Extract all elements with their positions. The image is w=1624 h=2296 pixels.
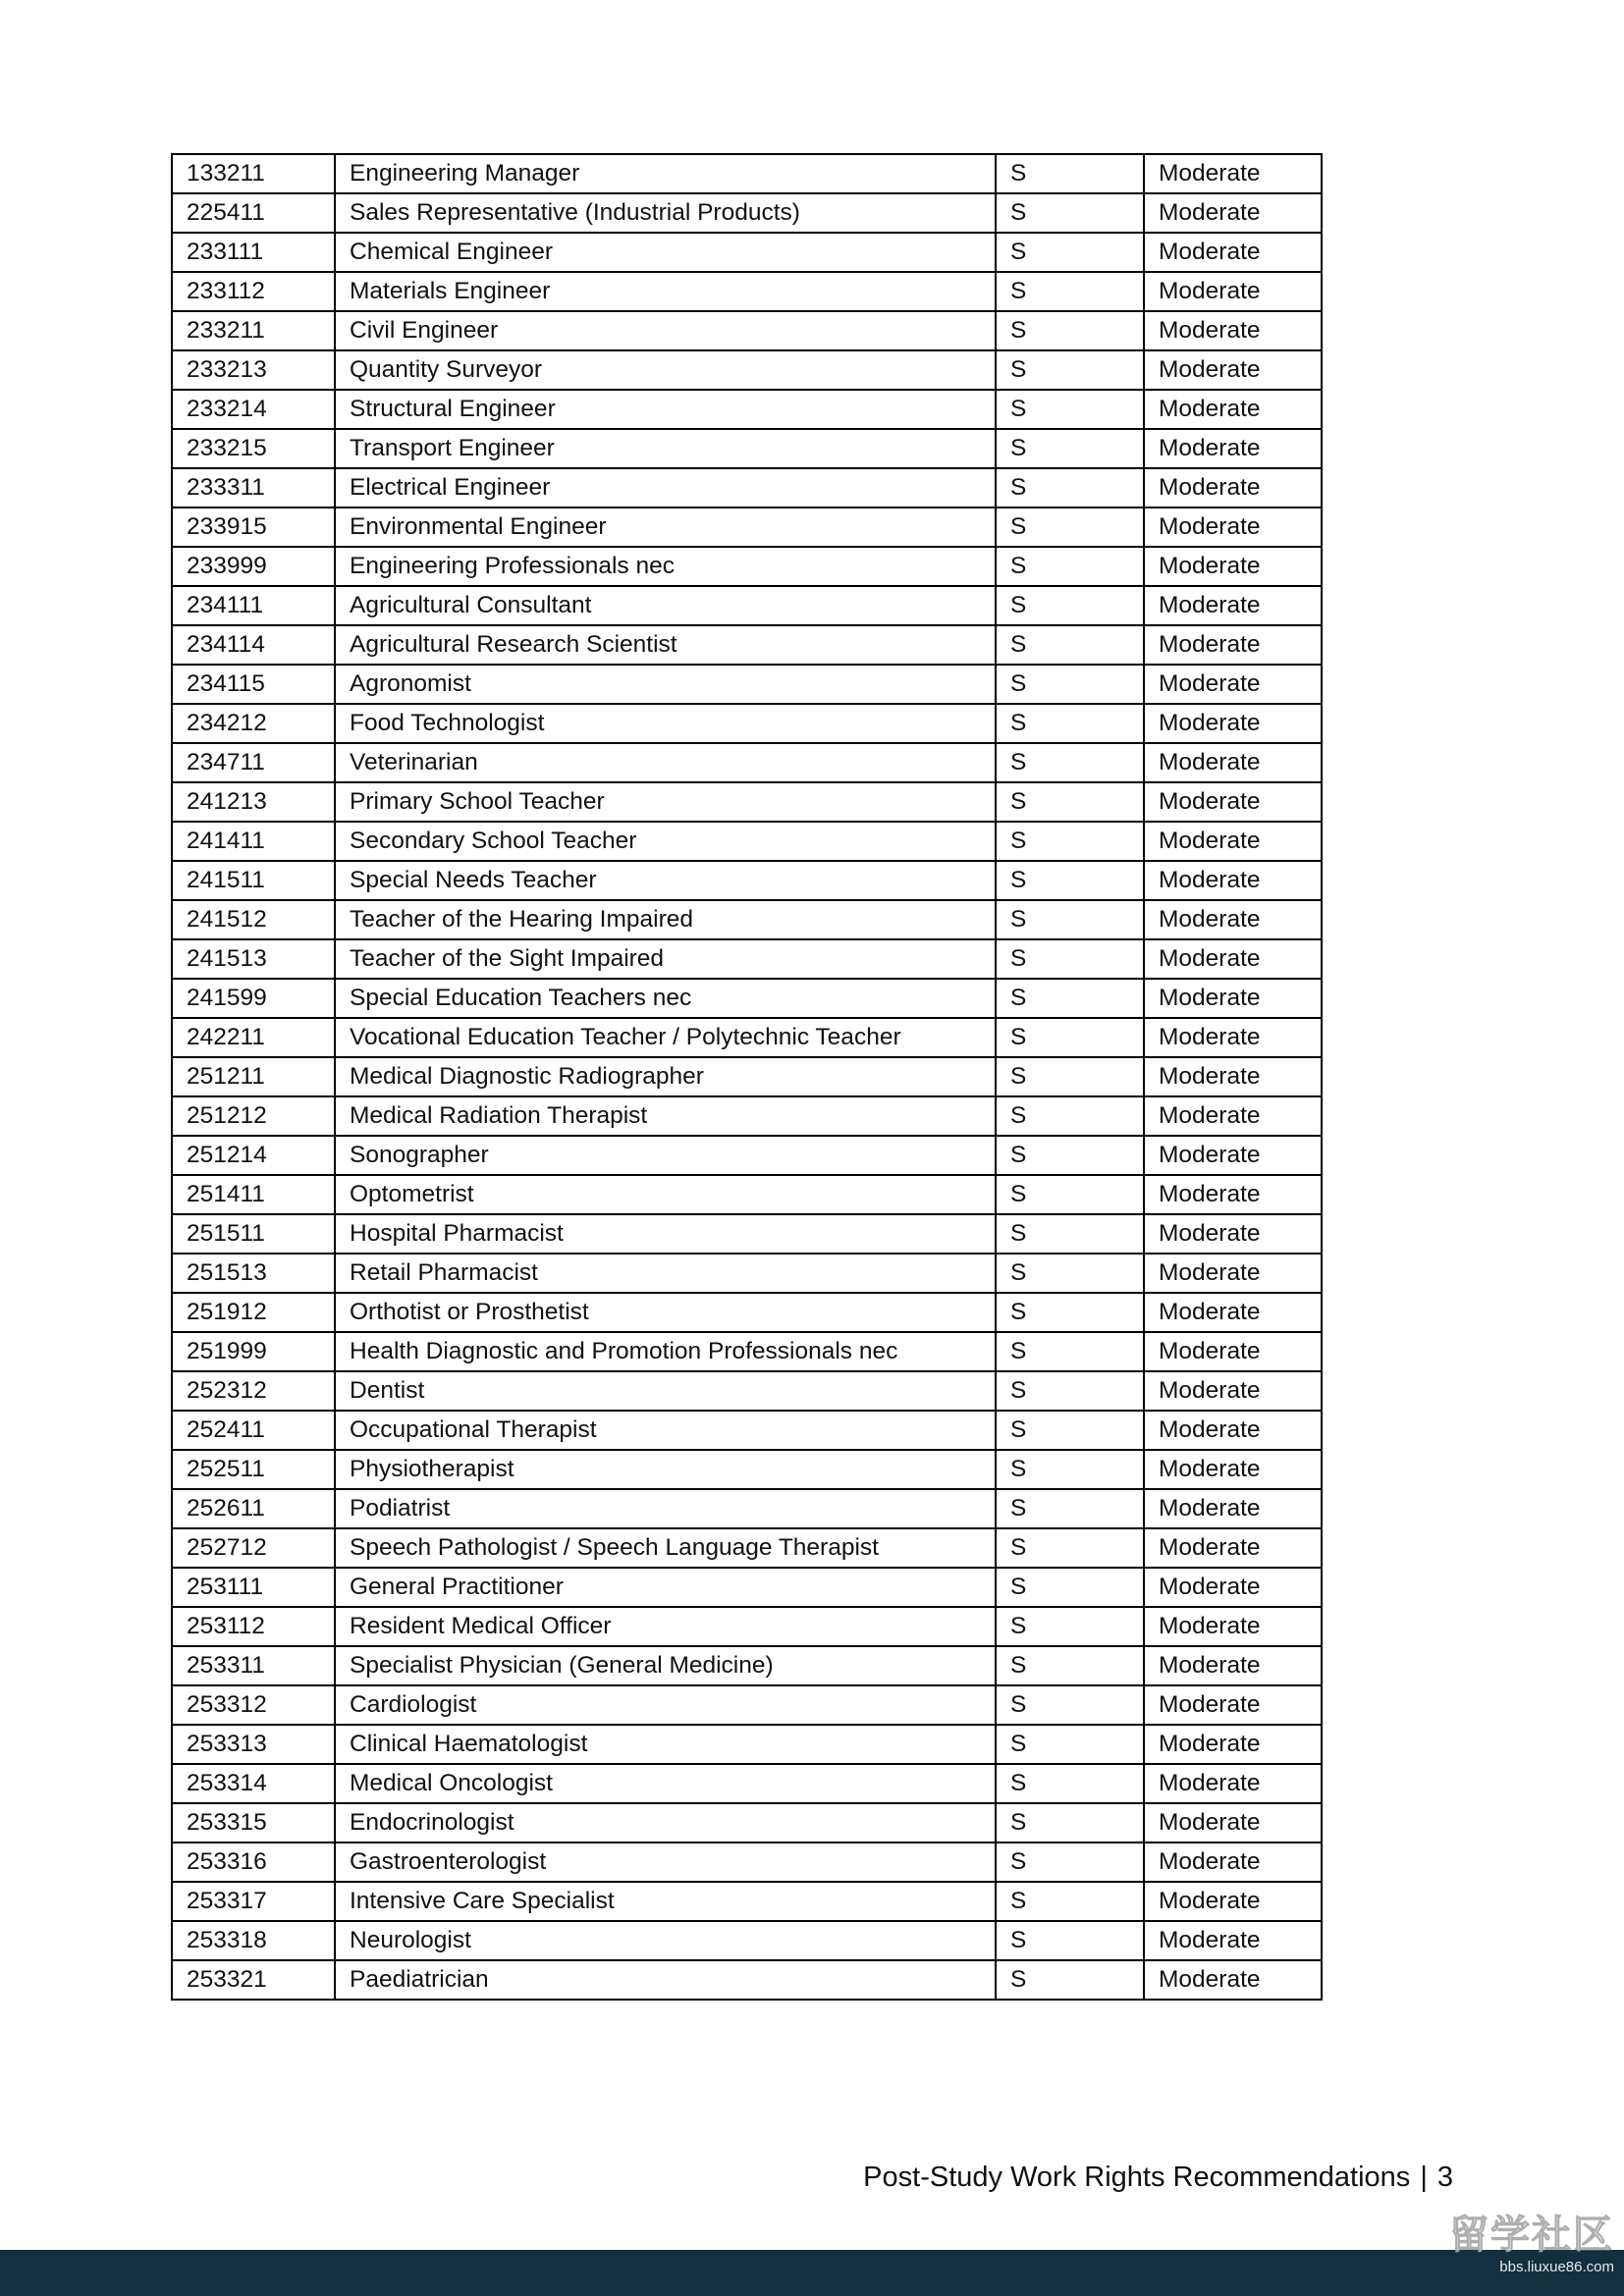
level-cell: Moderate xyxy=(1144,625,1322,665)
occupation-code-cell: 253312 xyxy=(172,1685,335,1725)
level-cell: Moderate xyxy=(1144,311,1322,350)
table-row xyxy=(172,704,1322,743)
occupation-code-cell: 252712 xyxy=(172,1528,335,1568)
occupation-name-cell: Environmental Engineer xyxy=(335,507,996,547)
table-row xyxy=(172,272,1322,311)
occupation-code-cell: 253315 xyxy=(172,1803,335,1842)
occupation-name-cell: Teacher of the Hearing Impaired xyxy=(335,900,996,939)
occupation-code-cell: 251211 xyxy=(172,1057,335,1096)
table-row xyxy=(172,1842,1322,1882)
list-type-cell: S xyxy=(996,507,1144,547)
list-type-cell: S xyxy=(996,743,1144,782)
level-cell: Moderate xyxy=(1144,1764,1322,1803)
list-type-cell: S xyxy=(996,1057,1144,1096)
occupation-name-cell: Hospital Pharmacist xyxy=(335,1214,996,1254)
occupation-name-cell: Civil Engineer xyxy=(335,311,996,350)
table-row xyxy=(172,586,1322,625)
occupation-code-cell: 233112 xyxy=(172,272,335,311)
list-type-cell: S xyxy=(996,704,1144,743)
level-cell: Moderate xyxy=(1144,1646,1322,1685)
occupation-code-cell: 251214 xyxy=(172,1136,335,1175)
occupation-code-cell: 251513 xyxy=(172,1254,335,1293)
occupation-code-cell: 251411 xyxy=(172,1175,335,1214)
list-type-cell: S xyxy=(996,390,1144,429)
list-type-cell: S xyxy=(996,1450,1144,1489)
list-type-cell: S xyxy=(996,1489,1144,1528)
occupation-code-cell: 234114 xyxy=(172,625,335,665)
list-type-cell: S xyxy=(996,1725,1144,1764)
occupation-name-cell: Chemical Engineer xyxy=(335,233,996,272)
level-cell: Moderate xyxy=(1144,979,1322,1018)
table-row xyxy=(172,1018,1322,1057)
level-cell: Moderate xyxy=(1144,468,1322,507)
table-row xyxy=(172,547,1322,586)
occupation-code-cell: 252511 xyxy=(172,1450,335,1489)
table-row xyxy=(172,1371,1322,1411)
occupation-name-cell: Engineering Manager xyxy=(335,154,996,193)
occupation-name-cell: Quantity Surveyor xyxy=(335,350,996,390)
occupation-code-cell: 233111 xyxy=(172,233,335,272)
occupation-name-cell: Agricultural Research Scientist xyxy=(335,625,996,665)
level-cell: Moderate xyxy=(1144,1568,1322,1607)
level-cell: Moderate xyxy=(1144,1018,1322,1057)
occupation-name-cell: Special Needs Teacher xyxy=(335,861,996,900)
occupation-name-cell: Intensive Care Specialist xyxy=(335,1882,996,1921)
occupation-name-cell: Medical Radiation Therapist xyxy=(335,1096,996,1136)
occupation-name-cell: Secondary School Teacher xyxy=(335,822,996,861)
list-type-cell: S xyxy=(996,586,1144,625)
occupation-code-cell: 233211 xyxy=(172,311,335,350)
list-type-cell: S xyxy=(996,900,1144,939)
occupation-table xyxy=(171,153,1323,2001)
list-type-cell: S xyxy=(996,272,1144,311)
level-cell: Moderate xyxy=(1144,743,1322,782)
table-row xyxy=(172,1332,1322,1371)
list-type-cell: S xyxy=(996,1254,1144,1293)
list-type-cell: S xyxy=(996,1018,1144,1057)
occupation-code-cell: 241411 xyxy=(172,822,335,861)
occupation-code-cell: 251999 xyxy=(172,1332,335,1371)
level-cell: Moderate xyxy=(1144,193,1322,233)
table-row xyxy=(172,743,1322,782)
table-row xyxy=(172,468,1322,507)
list-type-cell: S xyxy=(996,1568,1144,1607)
table-row xyxy=(172,861,1322,900)
level-cell: Moderate xyxy=(1144,1371,1322,1411)
list-type-cell: S xyxy=(996,625,1144,665)
list-type-cell: S xyxy=(996,1646,1144,1685)
table-row xyxy=(172,311,1322,350)
level-cell: Moderate xyxy=(1144,1411,1322,1450)
watermark-logo: 留学社区 xyxy=(1449,2214,1614,2257)
occupation-code-cell: 242211 xyxy=(172,1018,335,1057)
occupation-name-cell: Primary School Teacher xyxy=(335,782,996,822)
level-cell: Moderate xyxy=(1144,1528,1322,1568)
occupation-name-cell: Gastroenterologist xyxy=(335,1842,996,1882)
list-type-cell: S xyxy=(996,782,1144,822)
occupation-code-cell: 253111 xyxy=(172,1568,335,1607)
level-cell: Moderate xyxy=(1144,233,1322,272)
occupation-name-cell: Sales Representative (Industrial Products) xyxy=(335,193,996,233)
occupation-code-cell: 251912 xyxy=(172,1293,335,1332)
occupation-name-cell: Occupational Therapist xyxy=(335,1411,996,1450)
table-row xyxy=(172,233,1322,272)
list-type-cell: S xyxy=(996,468,1144,507)
occupation-name-cell: Orthotist or Prosthetist xyxy=(335,1293,996,1332)
level-cell: Moderate xyxy=(1144,547,1322,586)
table-row xyxy=(172,1607,1322,1646)
occupation-code-cell: 233915 xyxy=(172,507,335,547)
table-row xyxy=(172,1175,1322,1214)
occupation-name-cell: Paediatrician xyxy=(335,1960,996,2000)
table-row xyxy=(172,429,1322,468)
level-cell: Moderate xyxy=(1144,861,1322,900)
table-row xyxy=(172,782,1322,822)
list-type-cell: S xyxy=(996,1803,1144,1842)
occupation-code-cell: 241511 xyxy=(172,861,335,900)
table-row xyxy=(172,822,1322,861)
list-type-cell: S xyxy=(996,1214,1144,1254)
table-row xyxy=(172,1254,1322,1293)
list-type-cell: S xyxy=(996,1528,1144,1568)
occupation-code-cell: 241213 xyxy=(172,782,335,822)
list-type-cell: S xyxy=(996,1411,1144,1450)
table-row xyxy=(172,1685,1322,1725)
table-row xyxy=(172,193,1322,233)
table-row xyxy=(172,900,1322,939)
page-footer xyxy=(863,2162,1453,2194)
occupation-name-cell: Medical Oncologist xyxy=(335,1764,996,1803)
list-type-cell: S xyxy=(996,1607,1144,1646)
occupation-code-cell: 133211 xyxy=(172,154,335,193)
level-cell: Moderate xyxy=(1144,154,1322,193)
occupation-code-cell: 253314 xyxy=(172,1764,335,1803)
level-cell: Moderate xyxy=(1144,1175,1322,1214)
level-cell: Moderate xyxy=(1144,1136,1322,1175)
occupation-code-cell: 241599 xyxy=(172,979,335,1018)
occupation-code-cell: 253112 xyxy=(172,1607,335,1646)
level-cell: Moderate xyxy=(1144,1842,1322,1882)
level-cell: Moderate xyxy=(1144,1254,1322,1293)
table-row xyxy=(172,1057,1322,1096)
occupation-name-cell: Vocational Education Teacher / Polytechnic Teacher xyxy=(335,1018,996,1057)
list-type-cell: S xyxy=(996,1685,1144,1725)
list-type-cell: S xyxy=(996,1371,1144,1411)
table-row xyxy=(172,1528,1322,1568)
occupation-code-cell: 252411 xyxy=(172,1411,335,1450)
table-row xyxy=(172,1764,1322,1803)
level-cell: Moderate xyxy=(1144,350,1322,390)
occupation-name-cell: Speech Pathologist / Speech Language Therapist xyxy=(335,1528,996,1568)
occupation-name-cell: Cardiologist xyxy=(335,1685,996,1725)
level-cell: Moderate xyxy=(1144,586,1322,625)
occupation-name-cell: Materials Engineer xyxy=(335,272,996,311)
table-row xyxy=(172,625,1322,665)
level-cell: Moderate xyxy=(1144,1921,1322,1960)
occupation-name-cell: Veterinarian xyxy=(335,743,996,782)
footer-title: Post-Study Work Rights Recommendations xyxy=(863,2162,1411,2193)
level-cell: Moderate xyxy=(1144,704,1322,743)
occupation-code-cell: 253316 xyxy=(172,1842,335,1882)
occupation-code-cell: 252611 xyxy=(172,1489,335,1528)
list-type-cell: S xyxy=(996,939,1144,979)
occupation-code-cell: 225411 xyxy=(172,193,335,233)
table-row xyxy=(172,1568,1322,1607)
occupation-code-cell: 241512 xyxy=(172,900,335,939)
table-row xyxy=(172,507,1322,547)
occupation-name-cell: Structural Engineer xyxy=(335,390,996,429)
occupation-name-cell: Sonographer xyxy=(335,1136,996,1175)
list-type-cell: S xyxy=(996,311,1144,350)
table-row xyxy=(172,154,1322,193)
level-cell: Moderate xyxy=(1144,1096,1322,1136)
occupation-name-cell: Agronomist xyxy=(335,665,996,704)
page-number: 3 xyxy=(1436,2162,1453,2193)
table-row xyxy=(172,1921,1322,1960)
table-row xyxy=(172,1293,1322,1332)
occupation-name-cell: Teacher of the Sight Impaired xyxy=(335,939,996,979)
list-type-cell: S xyxy=(996,1175,1144,1214)
list-type-cell: S xyxy=(996,193,1144,233)
level-cell: Moderate xyxy=(1144,1685,1322,1725)
list-type-cell: S xyxy=(996,822,1144,861)
footer-separator: | xyxy=(1420,2162,1428,2193)
occupation-name-cell: Special Education Teachers nec xyxy=(335,979,996,1018)
list-type-cell: S xyxy=(996,1293,1144,1332)
occupation-code-cell: 233311 xyxy=(172,468,335,507)
level-cell: Moderate xyxy=(1144,1803,1322,1842)
level-cell: Moderate xyxy=(1144,1214,1322,1254)
occupation-name-cell: Specialist Physician (General Medicine) xyxy=(335,1646,996,1685)
level-cell: Moderate xyxy=(1144,1489,1322,1528)
occupation-code-cell: 234111 xyxy=(172,586,335,625)
level-cell: Moderate xyxy=(1144,665,1322,704)
table-row xyxy=(172,979,1322,1018)
occupation-name-cell: Podiatrist xyxy=(335,1489,996,1528)
table-row xyxy=(172,1725,1322,1764)
occupation-code-cell: 233214 xyxy=(172,390,335,429)
level-cell: Moderate xyxy=(1144,1607,1322,1646)
occupation-name-cell: Retail Pharmacist xyxy=(335,1254,996,1293)
occupation-code-cell: 233999 xyxy=(172,547,335,586)
list-type-cell: S xyxy=(996,861,1144,900)
table-row xyxy=(172,1489,1322,1528)
occupation-code-cell: 253317 xyxy=(172,1882,335,1921)
table-row xyxy=(172,1960,1322,2000)
level-cell: Moderate xyxy=(1144,1057,1322,1096)
occupation-name-cell: Engineering Professionals nec xyxy=(335,547,996,586)
level-cell: Moderate xyxy=(1144,1450,1322,1489)
level-cell: Moderate xyxy=(1144,1725,1322,1764)
table-row xyxy=(172,390,1322,429)
list-type-cell: S xyxy=(996,1332,1144,1371)
level-cell: Moderate xyxy=(1144,939,1322,979)
list-type-cell: S xyxy=(996,1921,1144,1960)
list-type-cell: S xyxy=(996,429,1144,468)
occupation-name-cell: Neurologist xyxy=(335,1921,996,1960)
occupation-table-body xyxy=(172,154,1322,2000)
occupation-name-cell: Resident Medical Officer xyxy=(335,1607,996,1646)
occupation-code-cell: 253318 xyxy=(172,1921,335,1960)
level-cell: Moderate xyxy=(1144,1332,1322,1371)
occupation-code-cell: 251511 xyxy=(172,1214,335,1254)
table-row xyxy=(172,1882,1322,1921)
table-row xyxy=(172,1411,1322,1450)
occupation-name-cell: Electrical Engineer xyxy=(335,468,996,507)
level-cell: Moderate xyxy=(1144,822,1322,861)
occupation-code-cell: 253311 xyxy=(172,1646,335,1685)
list-type-cell: S xyxy=(996,154,1144,193)
list-type-cell: S xyxy=(996,233,1144,272)
watermark-url: bbs.liuxue86.com xyxy=(1499,2259,1614,2275)
list-type-cell: S xyxy=(996,979,1144,1018)
occupation-name-cell: Medical Diagnostic Radiographer xyxy=(335,1057,996,1096)
occupation-code-cell: 233213 xyxy=(172,350,335,390)
level-cell: Moderate xyxy=(1144,429,1322,468)
table-row xyxy=(172,939,1322,979)
occupation-code-cell: 234212 xyxy=(172,704,335,743)
list-type-cell: S xyxy=(996,1960,1144,2000)
occupation-name-cell: Food Technologist xyxy=(335,704,996,743)
list-type-cell: S xyxy=(996,547,1144,586)
table-row xyxy=(172,1803,1322,1842)
level-cell: Moderate xyxy=(1144,782,1322,822)
watermark xyxy=(1437,2213,1614,2291)
list-type-cell: S xyxy=(996,1764,1144,1803)
level-cell: Moderate xyxy=(1144,272,1322,311)
level-cell: Moderate xyxy=(1144,1293,1322,1332)
footer-color-bar xyxy=(0,2250,1624,2296)
list-type-cell: S xyxy=(996,1096,1144,1136)
list-type-cell: S xyxy=(996,350,1144,390)
occupation-code-cell: 233215 xyxy=(172,429,335,468)
occupation-name-cell: Endocrinologist xyxy=(335,1803,996,1842)
occupation-name-cell: Transport Engineer xyxy=(335,429,996,468)
table-row xyxy=(172,1096,1322,1136)
occupation-name-cell: Dentist xyxy=(335,1371,996,1411)
occupation-name-cell: Physiotherapist xyxy=(335,1450,996,1489)
level-cell: Moderate xyxy=(1144,390,1322,429)
occupation-name-cell: Agricultural Consultant xyxy=(335,586,996,625)
list-type-cell: S xyxy=(996,1136,1144,1175)
level-cell: Moderate xyxy=(1144,1882,1322,1921)
occupation-name-cell: General Practitioner xyxy=(335,1568,996,1607)
table-row xyxy=(172,1646,1322,1685)
occupation-code-cell: 253321 xyxy=(172,1960,335,2000)
occupation-code-cell: 241513 xyxy=(172,939,335,979)
occupation-code-cell: 252312 xyxy=(172,1371,335,1411)
level-cell: Moderate xyxy=(1144,1960,1322,2000)
level-cell: Moderate xyxy=(1144,507,1322,547)
list-type-cell: S xyxy=(996,665,1144,704)
table-row xyxy=(172,1450,1322,1489)
occupation-code-cell: 251212 xyxy=(172,1096,335,1136)
occupation-code-cell: 234711 xyxy=(172,743,335,782)
occupation-name-cell: Optometrist xyxy=(335,1175,996,1214)
occupation-code-cell: 253313 xyxy=(172,1725,335,1764)
table-row xyxy=(172,1136,1322,1175)
list-type-cell: S xyxy=(996,1842,1144,1882)
table-row xyxy=(172,1214,1322,1254)
occupation-name-cell: Clinical Haematologist xyxy=(335,1725,996,1764)
table-row xyxy=(172,665,1322,704)
list-type-cell: S xyxy=(996,1882,1144,1921)
table-row xyxy=(172,350,1322,390)
occupation-code-cell: 234115 xyxy=(172,665,335,704)
occupation-name-cell: Health Diagnostic and Promotion Professionals nec xyxy=(335,1332,996,1371)
level-cell: Moderate xyxy=(1144,900,1322,939)
